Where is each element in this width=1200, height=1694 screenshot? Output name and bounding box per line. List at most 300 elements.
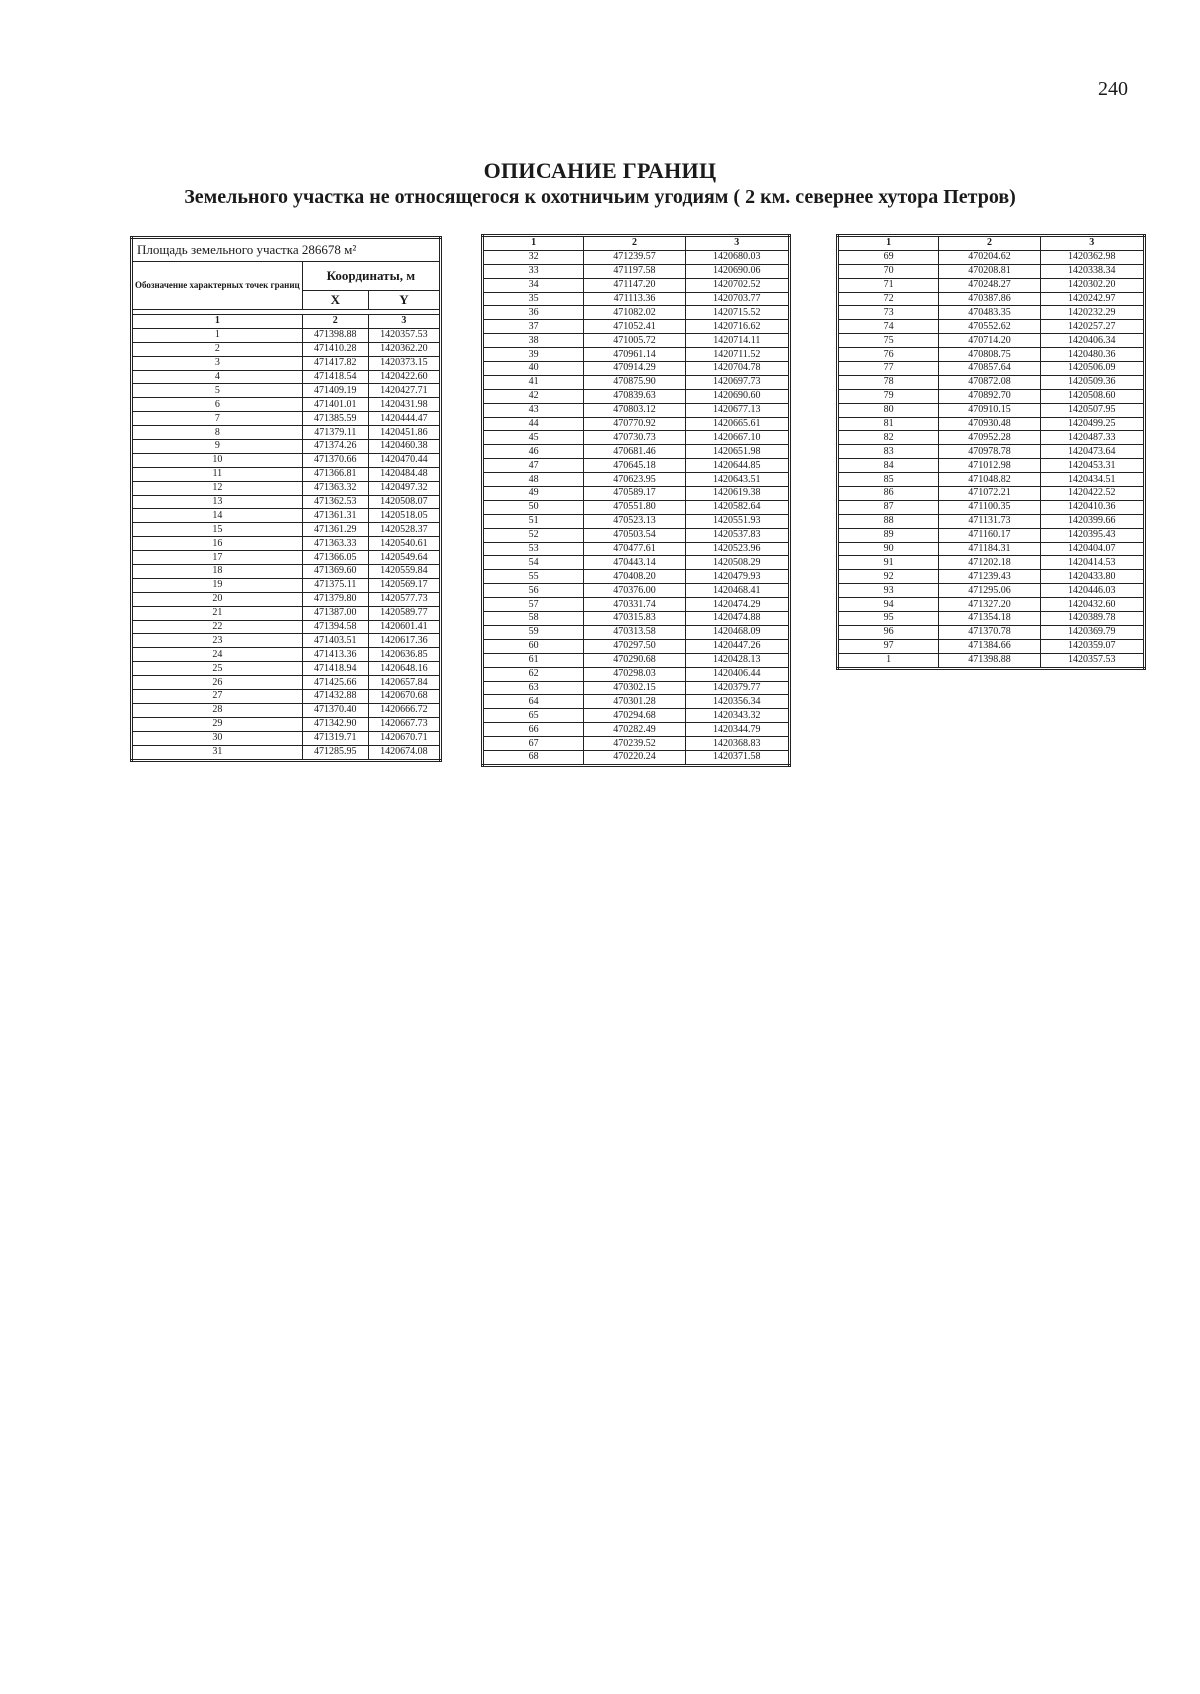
y-coordinate-cell: 1420242.97 — [1040, 292, 1144, 306]
x-coordinate-cell: 471239.43 — [939, 570, 1040, 584]
y-coordinate-cell: 1420357.53 — [368, 328, 440, 342]
y-coordinate-cell: 1420499.25 — [1040, 417, 1144, 431]
point-number-cell: 85 — [838, 473, 939, 487]
table-2-body — [483, 250, 790, 765]
table-row — [483, 681, 790, 695]
y-coordinate-cell: 1420657.84 — [368, 676, 440, 690]
x-coordinate-cell: 471384.66 — [939, 639, 1040, 653]
x-coordinate-cell: 470387.86 — [939, 292, 1040, 306]
x-coordinate-cell: 471072.21 — [939, 487, 1040, 501]
y-coordinate-cell: 1420551.93 — [685, 514, 789, 528]
table-row — [838, 459, 1145, 473]
table-row — [483, 348, 790, 362]
x-coordinate-cell: 471005.72 — [584, 334, 685, 348]
table-row — [838, 403, 1145, 417]
table-row — [838, 542, 1145, 556]
point-number-cell: 50 — [483, 500, 584, 514]
table-row — [132, 342, 441, 356]
y-coordinate-cell: 1420433.80 — [1040, 570, 1144, 584]
point-number-cell: 2 — [132, 342, 303, 356]
y-coordinate-cell: 1420404.07 — [1040, 542, 1144, 556]
point-number-cell: 96 — [838, 625, 939, 639]
table-row — [483, 417, 790, 431]
x-coordinate-cell: 471361.31 — [302, 509, 368, 523]
y-coordinate-cell: 1420444.47 — [368, 412, 440, 426]
y-coordinate-cell: 1420528.37 — [368, 523, 440, 537]
x-coordinate-cell: 470297.50 — [584, 639, 685, 653]
table-row — [132, 537, 441, 551]
point-number-cell: 54 — [483, 556, 584, 570]
y-coordinate-cell: 1420670.71 — [368, 731, 440, 745]
y-coordinate-cell: 1420508.07 — [368, 495, 440, 509]
col-number: 2 — [939, 236, 1040, 251]
y-coordinate-cell: 1420665.61 — [685, 417, 789, 431]
y-coordinate-cell: 1420702.52 — [685, 278, 789, 292]
x-coordinate-cell: 470294.68 — [584, 709, 685, 723]
point-number-cell: 66 — [483, 723, 584, 737]
point-number-cell: 60 — [483, 639, 584, 653]
point-number-cell: 44 — [483, 417, 584, 431]
x-coordinate-cell: 471366.81 — [302, 467, 368, 481]
y-coordinate-cell: 1420479.93 — [685, 570, 789, 584]
point-number-cell: 65 — [483, 709, 584, 723]
point-number-cell: 26 — [132, 676, 303, 690]
y-coordinate-cell: 1420506.09 — [1040, 362, 1144, 376]
x-coordinate-cell: 471403.51 — [302, 634, 368, 648]
point-number-cell: 74 — [838, 320, 939, 334]
y-coordinate-cell: 1420484.48 — [368, 467, 440, 481]
y-coordinate-cell: 1420356.34 — [685, 695, 789, 709]
x-coordinate-cell: 471417.82 — [302, 356, 368, 370]
x-coordinate-cell: 471160.17 — [939, 528, 1040, 542]
table-row — [838, 375, 1145, 389]
point-number-cell: 49 — [483, 487, 584, 501]
table-row — [838, 653, 1145, 668]
point-number-cell: 15 — [132, 523, 303, 537]
y-coordinate-cell: 1420427.71 — [368, 384, 440, 398]
table-row — [838, 417, 1145, 431]
table-row — [483, 445, 790, 459]
x-header: X — [302, 291, 368, 310]
x-coordinate-cell: 470503.54 — [584, 528, 685, 542]
table-row — [483, 556, 790, 570]
y-coordinate-cell: 1420540.61 — [368, 537, 440, 551]
y-coordinate-cell: 1420474.29 — [685, 598, 789, 612]
table-row — [838, 278, 1145, 292]
y-coordinate-cell: 1420428.13 — [685, 653, 789, 667]
point-number-cell: 40 — [483, 362, 584, 376]
x-coordinate-cell: 471197.58 — [584, 264, 685, 278]
document-subtitle: Земельного участка не относящегося к охотничьим угодиям ( 2 км. севернее хутора Петров) — [184, 186, 1016, 208]
table-row — [483, 334, 790, 348]
point-number-cell: 82 — [838, 431, 939, 445]
y-coordinate-cell: 1420414.53 — [1040, 556, 1144, 570]
point-number-cell: 71 — [838, 278, 939, 292]
x-coordinate-cell: 471418.94 — [302, 662, 368, 676]
y-coordinate-cell: 1420677.13 — [685, 403, 789, 417]
y-coordinate-cell: 1420703.77 — [685, 292, 789, 306]
point-number-cell: 1 — [132, 328, 303, 342]
table-3-body — [838, 250, 1145, 668]
y-coordinate-cell: 1420362.20 — [368, 342, 440, 356]
y-coordinate-cell: 1420395.43 — [1040, 528, 1144, 542]
table-row — [483, 403, 790, 417]
table-row — [838, 362, 1145, 376]
point-number-cell: 84 — [838, 459, 939, 473]
y-coordinate-cell: 1420357.53 — [1040, 653, 1144, 668]
point-number-cell: 14 — [132, 509, 303, 523]
table-row — [838, 514, 1145, 528]
x-coordinate-cell: 471370.66 — [302, 453, 368, 467]
coordinates-table-2 — [481, 234, 791, 767]
point-number-cell: 89 — [838, 528, 939, 542]
table-row — [838, 250, 1145, 264]
point-number-cell: 8 — [132, 426, 303, 440]
point-number-cell: 63 — [483, 681, 584, 695]
table-row — [838, 334, 1145, 348]
y-coordinate-cell: 1420432.60 — [1040, 598, 1144, 612]
table-row — [838, 306, 1145, 320]
x-coordinate-cell: 471327.20 — [939, 598, 1040, 612]
point-number-cell: 23 — [132, 634, 303, 648]
y-coordinate-cell: 1420569.17 — [368, 578, 440, 592]
y-coordinate-cell: 1420368.83 — [685, 737, 789, 751]
point-number-cell: 69 — [838, 250, 939, 264]
col-number: 1 — [838, 236, 939, 251]
y-coordinate-cell: 1420690.06 — [685, 264, 789, 278]
point-number-cell: 1 — [838, 653, 939, 668]
point-number-cell: 42 — [483, 389, 584, 403]
x-coordinate-cell: 470623.95 — [584, 473, 685, 487]
x-coordinate-cell: 470961.14 — [584, 348, 685, 362]
table-row — [483, 278, 790, 292]
coordinates-table-3 — [836, 234, 1146, 670]
point-number-cell: 34 — [483, 278, 584, 292]
table-row — [483, 431, 790, 445]
point-number-cell: 48 — [483, 473, 584, 487]
point-number-cell: 17 — [132, 551, 303, 565]
point-number-cell: 18 — [132, 565, 303, 579]
table-row — [838, 292, 1145, 306]
table-row — [838, 598, 1145, 612]
x-coordinate-cell: 470282.49 — [584, 723, 685, 737]
table-row — [483, 612, 790, 626]
y-coordinate-cell: 1420343.32 — [685, 709, 789, 723]
y-coordinate-cell: 1420359.07 — [1040, 639, 1144, 653]
y-coordinate-cell: 1420373.15 — [368, 356, 440, 370]
x-coordinate-cell: 470645.18 — [584, 459, 685, 473]
point-number-cell: 58 — [483, 612, 584, 626]
point-number-cell: 68 — [483, 750, 584, 765]
point-number-cell: 87 — [838, 500, 939, 514]
y-coordinate-cell: 1420257.27 — [1040, 320, 1144, 334]
point-number-cell: 22 — [132, 620, 303, 634]
x-coordinate-cell: 471147.20 — [584, 278, 685, 292]
x-coordinate-cell: 470443.14 — [584, 556, 685, 570]
table-row — [483, 750, 790, 765]
point-number-cell: 56 — [483, 584, 584, 598]
point-number-cell: 47 — [483, 459, 584, 473]
x-coordinate-cell: 471425.66 — [302, 676, 368, 690]
point-number-cell: 53 — [483, 542, 584, 556]
point-number-cell: 25 — [132, 662, 303, 676]
y-coordinate-cell: 1420643.51 — [685, 473, 789, 487]
table-row — [483, 653, 790, 667]
y-coordinate-cell: 1420460.38 — [368, 440, 440, 454]
coordinates-table-1 — [130, 236, 442, 762]
y-coordinate-cell: 1420406.34 — [1040, 334, 1144, 348]
point-number-cell: 79 — [838, 389, 939, 403]
x-coordinate-cell: 471370.78 — [939, 625, 1040, 639]
x-coordinate-cell: 470808.75 — [939, 348, 1040, 362]
col-number: 3 — [368, 315, 440, 329]
table-row — [838, 473, 1145, 487]
table-row — [132, 745, 441, 760]
x-coordinate-cell: 470248.27 — [939, 278, 1040, 292]
point-number-cell: 92 — [838, 570, 939, 584]
x-coordinate-cell: 471387.00 — [302, 606, 368, 620]
point-header: Обозначение характерных точек границ — [132, 262, 303, 310]
point-number-cell: 61 — [483, 653, 584, 667]
x-coordinate-cell: 471379.11 — [302, 426, 368, 440]
area-label: Площадь земельного участка 286678 м² — [132, 238, 441, 262]
y-coordinate-cell: 1420453.31 — [1040, 459, 1144, 473]
table-row — [483, 459, 790, 473]
y-coordinate-cell: 1420338.34 — [1040, 264, 1144, 278]
table-row — [483, 473, 790, 487]
x-coordinate-cell: 470551.80 — [584, 500, 685, 514]
table-row — [483, 528, 790, 542]
y-coordinate-cell: 1420680.03 — [685, 250, 789, 264]
x-coordinate-cell: 471401.01 — [302, 398, 368, 412]
table-row — [132, 356, 441, 370]
x-coordinate-cell: 471342.90 — [302, 717, 368, 731]
point-number-cell: 39 — [483, 348, 584, 362]
x-coordinate-cell: 470839.63 — [584, 389, 685, 403]
table-row — [132, 384, 441, 398]
x-coordinate-cell: 471131.73 — [939, 514, 1040, 528]
page-number: 240 — [1098, 78, 1128, 100]
point-number-cell: 5 — [132, 384, 303, 398]
point-number-cell: 31 — [132, 745, 303, 760]
y-coordinate-cell: 1420711.52 — [685, 348, 789, 362]
x-coordinate-cell: 471398.88 — [939, 653, 1040, 668]
y-coordinate-cell: 1420716.62 — [685, 320, 789, 334]
table-row — [838, 528, 1145, 542]
point-number-cell: 51 — [483, 514, 584, 528]
x-coordinate-cell: 470589.17 — [584, 487, 685, 501]
y-coordinate-cell: 1420487.33 — [1040, 431, 1144, 445]
y-coordinate-cell: 1420379.77 — [685, 681, 789, 695]
x-coordinate-cell: 471418.54 — [302, 370, 368, 384]
table-row — [483, 306, 790, 320]
x-coordinate-cell: 470483.35 — [939, 306, 1040, 320]
y-coordinate-cell: 1420399.66 — [1040, 514, 1144, 528]
point-number-cell: 38 — [483, 334, 584, 348]
table-row — [132, 634, 441, 648]
x-coordinate-cell: 470681.46 — [584, 445, 685, 459]
x-coordinate-cell: 471366.05 — [302, 551, 368, 565]
y-coordinate-cell: 1420431.98 — [368, 398, 440, 412]
y-coordinate-cell: 1420362.98 — [1040, 250, 1144, 264]
document-title: ОПИСАНИЕ ГРАНИЦ — [483, 158, 717, 183]
y-header: Y — [368, 291, 440, 310]
table-row — [838, 445, 1145, 459]
y-coordinate-cell: 1420559.84 — [368, 565, 440, 579]
table-row — [483, 375, 790, 389]
point-number-cell: 7 — [132, 412, 303, 426]
y-coordinate-cell: 1420636.85 — [368, 648, 440, 662]
y-coordinate-cell: 1420468.09 — [685, 625, 789, 639]
table-row — [483, 570, 790, 584]
x-coordinate-cell: 470875.90 — [584, 375, 685, 389]
x-coordinate-cell: 471369.60 — [302, 565, 368, 579]
x-coordinate-cell: 471385.59 — [302, 412, 368, 426]
point-number-cell: 81 — [838, 417, 939, 431]
y-coordinate-cell: 1420589.77 — [368, 606, 440, 620]
point-number-cell: 4 — [132, 370, 303, 384]
point-number-cell: 77 — [838, 362, 939, 376]
x-coordinate-cell: 470552.62 — [939, 320, 1040, 334]
y-coordinate-cell: 1420446.03 — [1040, 584, 1144, 598]
x-coordinate-cell: 471113.36 — [584, 292, 685, 306]
table-row — [132, 412, 441, 426]
table-row — [132, 606, 441, 620]
table-row — [483, 362, 790, 376]
table-row — [132, 592, 441, 606]
x-coordinate-cell: 471295.06 — [939, 584, 1040, 598]
point-number-cell: 73 — [838, 306, 939, 320]
x-coordinate-cell: 470301.28 — [584, 695, 685, 709]
x-coordinate-cell: 470910.15 — [939, 403, 1040, 417]
x-coordinate-cell: 470914.29 — [584, 362, 685, 376]
x-coordinate-cell: 470298.03 — [584, 667, 685, 681]
table-row — [483, 723, 790, 737]
table-row — [483, 250, 790, 264]
point-number-cell: 80 — [838, 403, 939, 417]
table-row — [483, 320, 790, 334]
table-row — [838, 570, 1145, 584]
y-coordinate-cell: 1420714.11 — [685, 334, 789, 348]
table-row — [483, 639, 790, 653]
point-number-cell: 10 — [132, 453, 303, 467]
table-row — [132, 328, 441, 342]
y-coordinate-cell: 1420537.83 — [685, 528, 789, 542]
y-coordinate-cell: 1420508.60 — [1040, 389, 1144, 403]
point-number-cell: 12 — [132, 481, 303, 495]
x-coordinate-cell: 470930.48 — [939, 417, 1040, 431]
table-row — [132, 495, 441, 509]
x-coordinate-cell: 470523.13 — [584, 514, 685, 528]
table-row — [483, 709, 790, 723]
table-row — [132, 703, 441, 717]
x-coordinate-cell: 471285.95 — [302, 745, 368, 760]
table-row — [132, 398, 441, 412]
y-coordinate-cell: 1420644.85 — [685, 459, 789, 473]
table-row — [132, 565, 441, 579]
point-number-cell: 36 — [483, 306, 584, 320]
table-row — [483, 542, 790, 556]
y-coordinate-cell: 1420601.41 — [368, 620, 440, 634]
y-coordinate-cell: 1420389.78 — [1040, 612, 1144, 626]
col-number: 2 — [302, 315, 368, 329]
x-coordinate-cell: 470714.20 — [939, 334, 1040, 348]
x-coordinate-cell: 471375.11 — [302, 578, 368, 592]
table-row — [838, 487, 1145, 501]
x-coordinate-cell: 471374.26 — [302, 440, 368, 454]
table-row — [132, 731, 441, 745]
x-coordinate-cell: 471048.82 — [939, 473, 1040, 487]
x-coordinate-cell: 470952.28 — [939, 431, 1040, 445]
table-row — [132, 690, 441, 704]
y-coordinate-cell: 1420648.16 — [368, 662, 440, 676]
table-row — [483, 737, 790, 751]
point-number-cell: 9 — [132, 440, 303, 454]
y-coordinate-cell: 1420422.60 — [368, 370, 440, 384]
y-coordinate-cell: 1420523.96 — [685, 542, 789, 556]
x-coordinate-cell: 470208.81 — [939, 264, 1040, 278]
y-coordinate-cell: 1420509.36 — [1040, 375, 1144, 389]
y-coordinate-cell: 1420582.64 — [685, 500, 789, 514]
point-number-cell: 64 — [483, 695, 584, 709]
table-row — [132, 467, 441, 481]
x-coordinate-cell: 471100.35 — [939, 500, 1040, 514]
y-coordinate-cell: 1420667.10 — [685, 431, 789, 445]
point-number-cell: 32 — [483, 250, 584, 264]
point-number-cell: 52 — [483, 528, 584, 542]
point-number-cell: 57 — [483, 598, 584, 612]
point-number-cell: 62 — [483, 667, 584, 681]
x-coordinate-cell: 470477.61 — [584, 542, 685, 556]
x-coordinate-cell: 470220.24 — [584, 750, 685, 765]
x-coordinate-cell: 470770.92 — [584, 417, 685, 431]
point-number-cell: 43 — [483, 403, 584, 417]
y-coordinate-cell: 1420410.36 — [1040, 500, 1144, 514]
y-coordinate-cell: 1420473.64 — [1040, 445, 1144, 459]
table-row — [838, 348, 1145, 362]
x-coordinate-cell: 471394.58 — [302, 620, 368, 634]
point-number-cell: 29 — [132, 717, 303, 731]
point-number-cell: 45 — [483, 431, 584, 445]
x-coordinate-cell: 471052.41 — [584, 320, 685, 334]
x-coordinate-cell: 471409.19 — [302, 384, 368, 398]
x-coordinate-cell: 471184.31 — [939, 542, 1040, 556]
point-number-cell: 20 — [132, 592, 303, 606]
table-row — [838, 612, 1145, 626]
x-coordinate-cell: 471202.18 — [939, 556, 1040, 570]
y-coordinate-cell: 1420468.41 — [685, 584, 789, 598]
point-number-cell: 76 — [838, 348, 939, 362]
table-row — [132, 717, 441, 731]
point-number-cell: 72 — [838, 292, 939, 306]
point-number-cell: 3 — [132, 356, 303, 370]
x-coordinate-cell: 470315.83 — [584, 612, 685, 626]
table-row — [132, 662, 441, 676]
point-number-cell: 88 — [838, 514, 939, 528]
y-coordinate-cell: 1420232.29 — [1040, 306, 1144, 320]
x-coordinate-cell: 470857.64 — [939, 362, 1040, 376]
table-row — [132, 440, 441, 454]
point-number-cell: 13 — [132, 495, 303, 509]
y-coordinate-cell: 1420451.86 — [368, 426, 440, 440]
y-coordinate-cell: 1420690.60 — [685, 389, 789, 403]
x-coordinate-cell: 470408.20 — [584, 570, 685, 584]
y-coordinate-cell: 1420666.72 — [368, 703, 440, 717]
table-row — [838, 431, 1145, 445]
table-row — [483, 500, 790, 514]
table-row — [483, 389, 790, 403]
table-row — [483, 264, 790, 278]
